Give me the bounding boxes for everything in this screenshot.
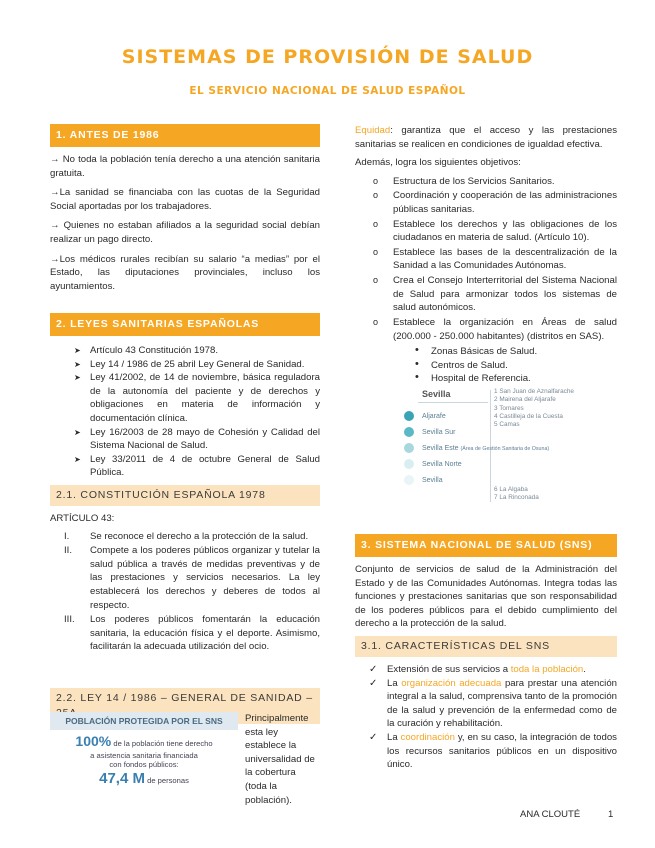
infobox-unit: de personas	[147, 775, 189, 785]
map-district: 4 Castilleja de la Cuesta	[494, 412, 563, 420]
page-subtitle: EL SERVICIO NACIONAL DE SALUD ESPAÑOL	[189, 85, 466, 97]
paragraph: →Los médicos rurales recibían su salario “a medias” por el Estado, las diputaciones provinciales, incluso los ayuntamientos.	[50, 253, 320, 292]
list-item: o Establece las bases de la descentralización de la Sanidad a las Comunidades Autónomas.	[355, 246, 617, 273]
population-infobox	[50, 712, 238, 798]
list-item: o Coordinación y cooperación de las administraciones públicas sanitarias.	[355, 189, 617, 216]
list-item: II. Compete a los poderes públicos organizar y tutelar la salud pública a través de medidas preventivas y de las prestaciones y servicios necesarios. La ley establecerá los derechos y deberes de todos al respecto.	[64, 545, 320, 611]
map-district: 3 Tomares	[494, 404, 524, 412]
section-antes-1986	[50, 124, 320, 299]
paragraph: → Quienes no estaban afiliados a la seguridad social debían realizar un pago directo.	[50, 220, 320, 245]
infobox-text: a asistencia sanitaria financiada	[90, 750, 198, 760]
article-label: ARTÍCULO 43:	[50, 512, 115, 524]
author-name: ANA CLOUTÉ	[520, 809, 581, 820]
list-item: • Zonas Básicas de Salud.	[355, 345, 617, 359]
list-item: ➤ Artículo 43 Constitución 1978.	[50, 344, 320, 358]
list-item: ✓ Extensión de sus servicios a toda la población.	[355, 663, 617, 677]
list-item: o Estructura de los Servicios Sanitarios.	[355, 175, 617, 189]
section-heading: 3. SISTEMA NACIONAL DE SALUD (SNS)	[355, 534, 617, 557]
highlight: Equidad	[355, 125, 391, 136]
section-sns	[355, 534, 617, 631]
coverage-percent: 100%	[75, 733, 112, 750]
map-city: Sevilla	[422, 389, 451, 399]
list-item: ✓ La organización adecuada para prestar una atención integral a la salud, comprensiva tanto de la promoción de la salud y prevención de la enfermedad como de la curación y rehabilitación.	[355, 677, 617, 731]
list-item: • Centros de Salud.	[355, 359, 617, 373]
paragraph: Principalmente esta ley establece la universalidad de la cobertura (toda la población).	[245, 713, 315, 806]
paragraph: → No toda la población tenía derecho a una atención sanitaria gratuita.	[50, 153, 320, 179]
infobox-text: con fondos públicos:	[109, 760, 179, 770]
map-area: Sevilla Norte	[422, 461, 462, 468]
list-item: ➤ Ley 33/2011 de 4 de octubre General de Salud Pública.	[50, 453, 320, 480]
map-district: 5 Camas	[494, 421, 520, 429]
subsection-heading: 3.1. CARACTERÍSTICAS DEL SNS	[355, 636, 617, 657]
list-item: o Crea el Consejo Interterritorial del Sistema Nacional de Salud para armonizar todos los sistemas de salud autonómicos.	[355, 274, 617, 315]
list-item: ✓ La coordinación y, en su caso, la integración de todos los recursos sanitarios públicos en un dispositivo único.	[355, 731, 617, 772]
map-area: Sevilla	[422, 477, 443, 484]
section-leyes	[50, 313, 320, 480]
infobox-title: POBLACIÓN PROTEGIDA POR EL SNS	[50, 712, 238, 730]
map-district: 6 La Algaba	[494, 486, 528, 493]
map-area: Sevilla Sur	[422, 429, 456, 436]
section-heading: 1. ANTES DE 1986	[50, 124, 320, 147]
map-district: 1 San Juan de Aznalfarache	[494, 388, 574, 395]
paragraph: →La sanidad se financiaba con las cuotas de la Seguridad Social aportadas por los trabajadores.	[50, 187, 320, 212]
paragraph: Equidad: garantiza que el acceso y las prestaciones sanitarias se realicen en condiciones de igualdad efectiva.	[355, 125, 617, 150]
list-item: • Hospital de Referencia.	[355, 372, 617, 386]
list-item: o Establece los derechos y las obligaciones de los ciudadanos en materia de salud. (Artículo 10).	[355, 218, 617, 245]
section-constitucion	[50, 485, 320, 655]
section-equidad	[355, 124, 617, 386]
page-title: SISTEMAS DE PROVISIÓN DE SALUD	[121, 46, 534, 68]
list-item: o Establece la organización en Áreas de salud (200.000 - 250.000 habitantes) (distritos en SAS).	[355, 316, 617, 343]
page-number: 1	[608, 809, 614, 820]
paragraph: Conjunto de servicios de salud de la Administración del Estado y de las Comunidades Autónomas. Integra todas las funciones y prestaciones sanitarias que son responsabilidad de los poderes públicos para el debido cumplimiento del derecho a la protección de la salud.	[355, 563, 617, 630]
list-item: ➤ Ley 14 / 1986 de 25 abril Ley General de Sanidad.	[50, 358, 320, 372]
map-area: Sevilla Este (Área de Gestión Sanitaria de Osuna)	[422, 445, 550, 452]
section-caracteristicas	[355, 636, 617, 772]
infobox-text: de la población tiene derecho	[113, 739, 213, 749]
subsection-heading: 2.2. LEY 14 / 1986 – GENERAL DE SANIDAD –	[50, 688, 320, 724]
population-count: 47,4 M	[99, 769, 145, 787]
list-item: I. Se reconoce el derecho a la protección de la salud.	[64, 530, 309, 542]
paragraph: Además, logra los siguientes objetivos:	[355, 157, 521, 169]
map-area: Aljarafe	[422, 413, 446, 420]
sevilla-map	[410, 386, 578, 508]
map-district: 7 La Rinconada	[494, 494, 539, 502]
section-heading: 2. LEYES SANITARIAS ESPAÑOLAS	[50, 313, 320, 336]
list-item: ➤ Ley 41/2002, de 14 de noviembre, básica reguladora de la autonomía del paciente y de derechos y obligaciones en materia de información y documentación clínica.	[50, 371, 320, 425]
map-district: 2 Mairena del Aljarafe	[494, 396, 556, 404]
ley-general-text	[245, 712, 320, 807]
list-item: III. Los poderes públicos fomentarán la educación sanitaria, la educación física y el deporte. Asimismo, facilitarán la adecuada utilización del ocio.	[64, 614, 320, 653]
list-item: ➤ Ley 16/2003 de 28 mayo de Cohesión y Calidad del Sistema Nacional de Salud.	[50, 426, 320, 453]
subsection-heading: 2.1. CONSTITUCIÓN ESPAÑOLA 1978	[50, 485, 320, 506]
